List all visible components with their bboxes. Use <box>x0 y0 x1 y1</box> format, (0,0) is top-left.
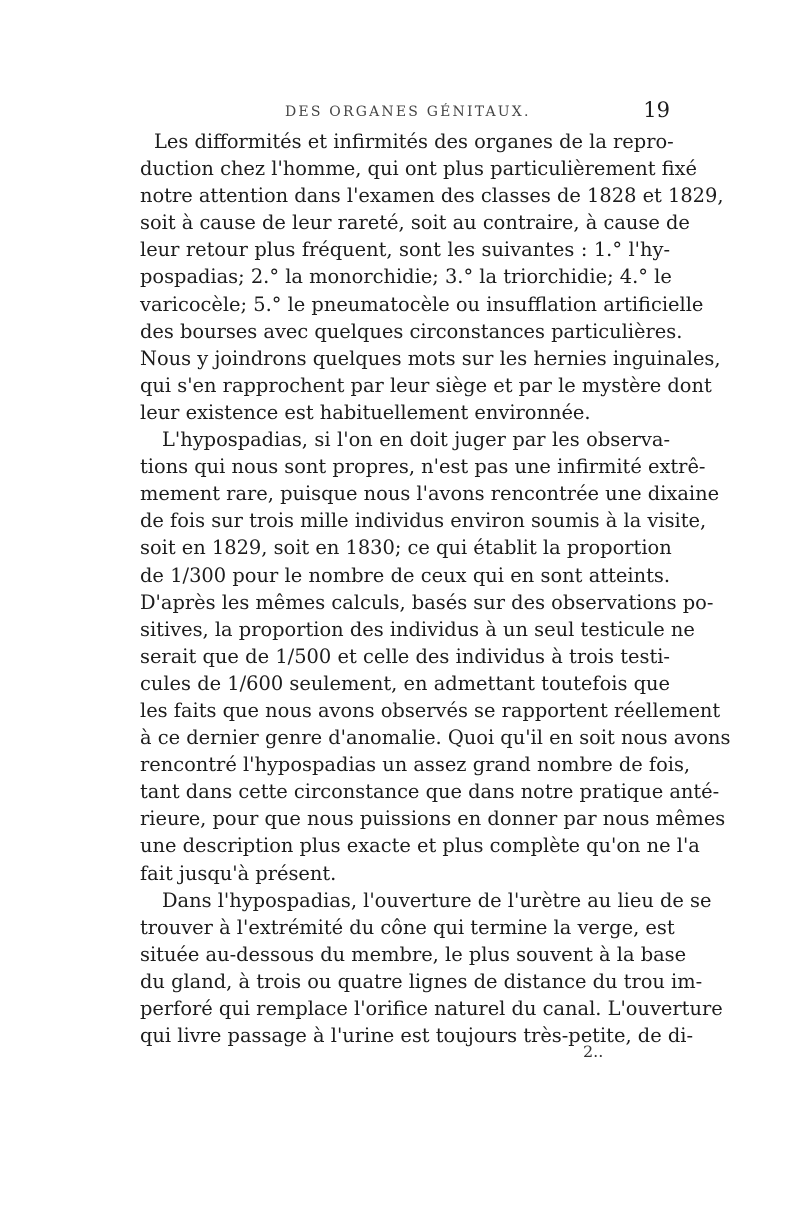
text-line: trouver à l'extrémité du cône qui termine la verge, est <box>140 915 675 939</box>
body-text <box>140 128 731 1049</box>
text-line: des bourses avec quelques circonstances particulières. <box>140 319 683 343</box>
text-line: varicocèle; 5.° le pneumatocèle ou insufflation artificielle <box>140 292 704 316</box>
text-line: mement rare, puisque nous l'avons rencontrée une dixaine <box>140 482 720 506</box>
text-line: tant dans cette circonstance que dans notre pratique anté- <box>140 780 720 804</box>
text-line: tions qui nous sont propres, n'est pas une infirmité extrê- <box>140 455 706 479</box>
running-title: DES ORGANES GÉNITAUX. <box>285 104 531 120</box>
running-head <box>140 98 670 128</box>
text-line: du gland, à trois ou quatre lignes de distance du trou im- <box>140 969 703 993</box>
text-line: L'hypospadias, si l'on en doit juger par les observa- <box>162 428 670 452</box>
text-line: à ce dernier genre d'anomalie. Quoi qu'il en soit nous avons <box>140 726 731 750</box>
text-line: Dans l'hypospadias, l'ouverture de l'urètre au lieu de se <box>162 888 712 912</box>
text-line: soit à cause de leur rareté, soit au contraire, à cause de <box>140 211 690 235</box>
text-line: leur retour plus fréquent, sont les suivantes : 1.° l'hy- <box>140 238 670 262</box>
page-number: 19 <box>643 98 670 122</box>
text-line: notre attention dans l'examen des classes de 1828 et 1829, <box>140 184 724 208</box>
text-line: cules de 1/600 seulement, en admettant toutefois que <box>140 671 670 695</box>
text-line: perforé qui remplace l'orifice naturel du canal. L'ouverture <box>140 997 723 1020</box>
text-line: qui s'en rapprochent par leur siège et par le mystère dont <box>140 373 712 397</box>
text-line: de fois sur trois mille individus environ soumis à la visite, <box>140 509 707 533</box>
text-line: sitives, la proportion des individus à un seul testicule ne <box>140 617 695 641</box>
text-line: de 1/300 pour le nombre de ceux qui en sont atteints. <box>140 563 670 587</box>
text-line: rencontré l'hypospadias un assez grand nombre de fois, <box>140 753 691 777</box>
text-line: leur existence est habituellement environnée. <box>140 400 591 424</box>
text-line: qui livre passage à l'urine est toujours très-petite, de di- <box>140 1024 693 1048</box>
text-line: duction chez l'homme, qui ont plus particulièrement fixé <box>140 157 698 181</box>
text-line: située au-dessous du membre, le plus souvent à la base <box>140 942 687 966</box>
text-line: fait jusqu'à présent. <box>140 861 337 885</box>
text-line: Nous y joindrons quelques mots sur les hernies inguinales, <box>140 346 721 370</box>
text-line: D'après les mêmes calculs, basés sur des observations po- <box>140 590 714 614</box>
text-line: rieure, pour que nous puissions en donner par nous mêmes <box>140 807 726 831</box>
text-line: les faits que nous avons observés se rapportent réellement <box>140 698 721 722</box>
signature-mark: 2.. <box>583 1042 604 1061</box>
text-line: soit en 1829, soit en 1830; ce qui établit la proportion <box>140 536 672 560</box>
text-line: serait que de 1/500 et celle des individus à trois testi- <box>140 644 670 668</box>
text-line: pospadias; 2.° la monorchidie; 3.° la triorchidie; 4.° le <box>140 265 672 289</box>
text-line: Les difformités et infirmités des organes de la repro- <box>154 130 674 153</box>
text-line: une description plus exacte et plus complète qu'on ne l'a <box>140 834 700 858</box>
